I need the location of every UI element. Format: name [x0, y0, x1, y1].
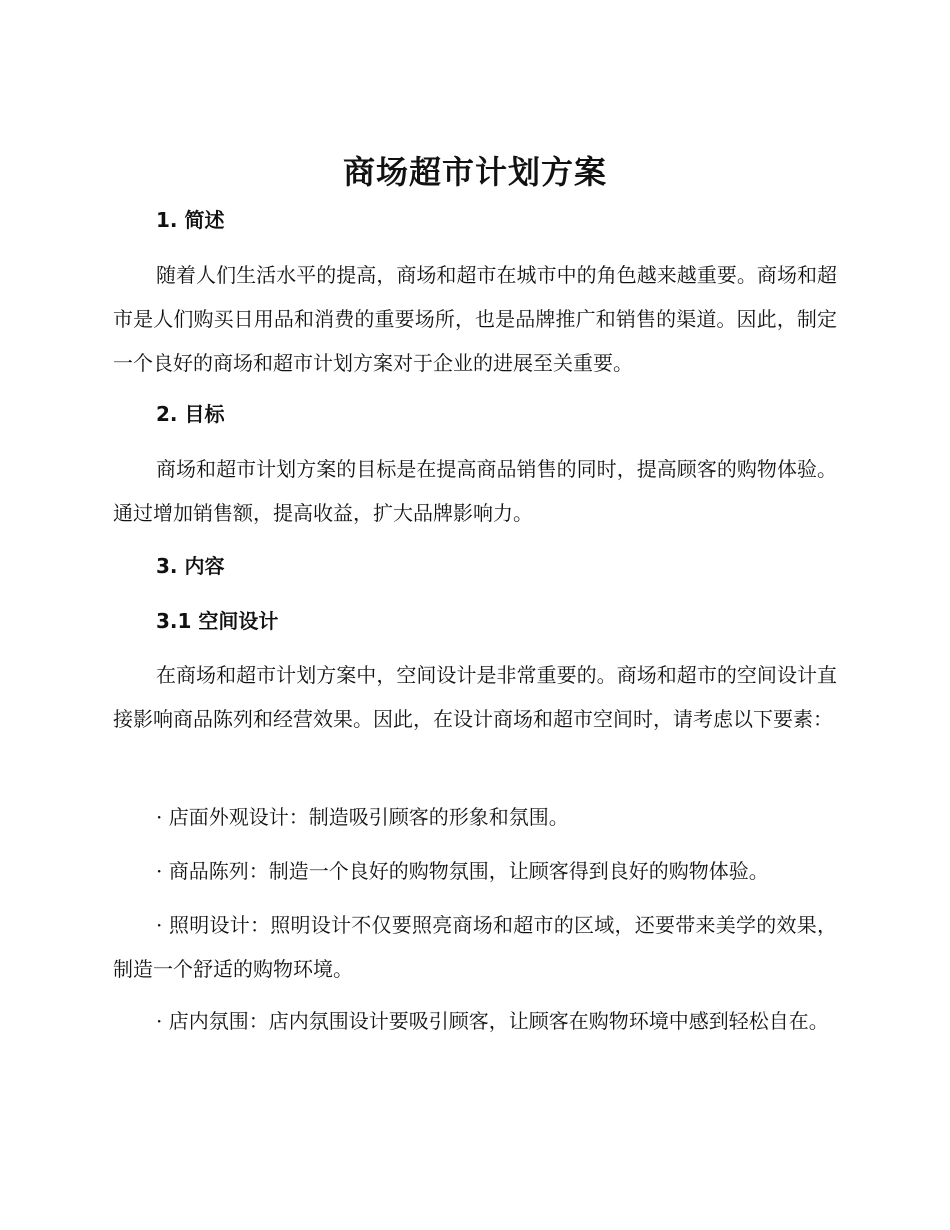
heading-content: 3. 内容	[156, 554, 225, 578]
bullet-item: · 商品陈列：制造一个良好的购物氛围，让顾客得到良好的购物体验。	[156, 859, 769, 883]
paragraph-space-design: 在商场和超市计划方案中，空间设计是非常重要的。商场和超市的空间设计直接影响商品陈列和经营效果。因此，在设计商场和超市空间时，请考虑以下要素：	[113, 663, 837, 731]
paragraph-goal: 商场和超市计划方案的目标是在提高商品销售的同时，提高顾客的购物体验。通过增加销售额，提高收益，扩大品牌影响力。	[113, 457, 837, 525]
heading-space-design: 3.1 空间设计	[156, 609, 279, 633]
bullet-item: · 店面外观设计：制造吸引顾客的形象和氛围。	[156, 805, 569, 829]
heading-overview: 1. 简述	[156, 208, 225, 232]
heading-goal: 2. 目标	[156, 402, 225, 426]
paragraph-overview: 随着人们生活水平的提高，商场和超市在城市中的角色越来越重要。商场和超市是人们购买日用品和消费的重要场所，也是品牌推广和销售的渠道。因此，制定一个良好的商场和超市计划方案对于企业的进展至关重要。	[113, 263, 837, 375]
document-title: 商场超市计划方案	[342, 153, 607, 191]
bullet-item: · 照明设计：照明设计不仅要照亮商场和超市的区域，还要带来美学的效果，制造一个舒适的购物环境。	[113, 913, 837, 981]
bullet-item: · 店内氛围：店内氛围设计要吸引顾客，让顾客在购物环境中感到轻松自在。	[156, 1009, 829, 1033]
